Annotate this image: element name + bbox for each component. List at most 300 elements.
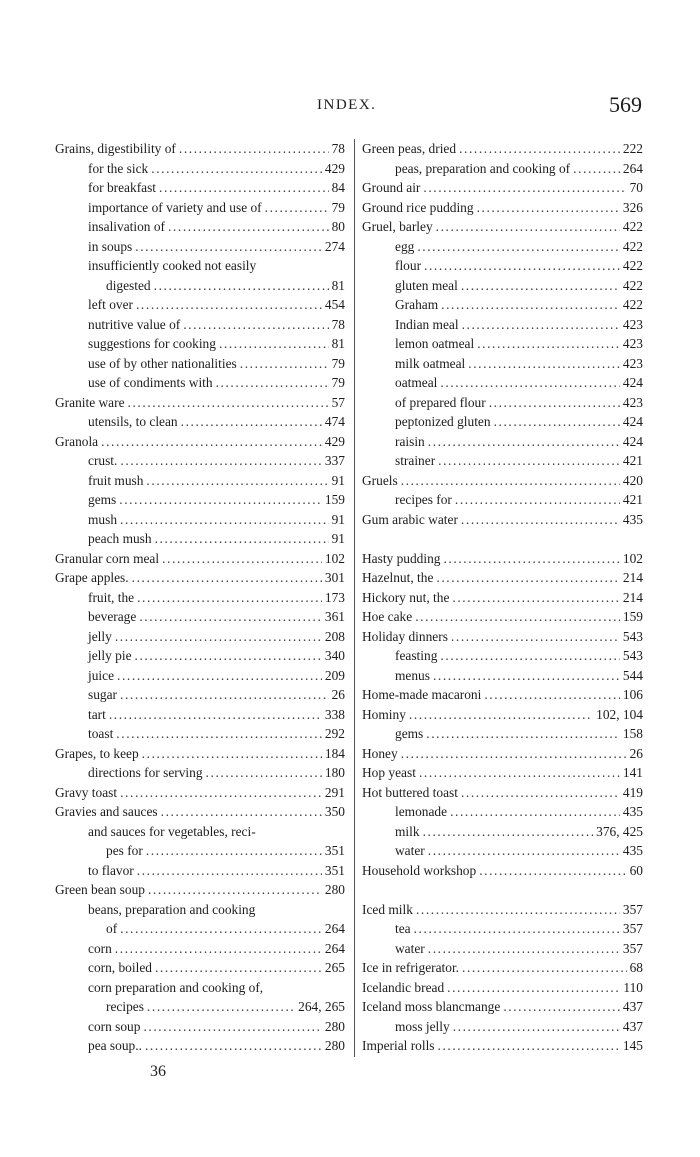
dot-leader bbox=[461, 510, 620, 530]
entry-page: 79 bbox=[331, 375, 345, 390]
entry-term: crust. bbox=[88, 453, 118, 468]
dot-leader bbox=[179, 139, 329, 159]
index-entry bbox=[55, 139, 345, 159]
dot-leader bbox=[462, 958, 627, 978]
entry-term: water bbox=[395, 843, 425, 858]
entry-term: corn preparation and cooking of, bbox=[88, 979, 264, 995]
dot-leader bbox=[428, 841, 620, 861]
entry-page: 421 bbox=[622, 492, 643, 507]
dot-leader bbox=[151, 159, 322, 179]
dot-leader bbox=[419, 763, 620, 783]
dot-leader bbox=[453, 1017, 620, 1037]
entry-term: lemonade bbox=[395, 804, 448, 819]
entry-page: 435 bbox=[622, 804, 643, 819]
dot-leader bbox=[447, 978, 620, 998]
entry-page: 57 bbox=[331, 394, 345, 410]
dot-leader bbox=[452, 588, 620, 608]
entry-page: 421 bbox=[622, 453, 643, 468]
index-entry bbox=[362, 1017, 643, 1037]
index-entry bbox=[362, 724, 643, 744]
entry-page: 435 bbox=[622, 843, 643, 858]
index-entry bbox=[362, 1036, 643, 1056]
entry-term: moss jelly bbox=[395, 1018, 450, 1034]
index-entry bbox=[362, 841, 643, 861]
entry-term: use of by other nationalities bbox=[88, 355, 237, 371]
dot-leader bbox=[414, 919, 620, 939]
entry-term: menus bbox=[395, 667, 430, 683]
index-entry bbox=[362, 685, 643, 705]
dot-leader bbox=[433, 666, 620, 686]
entry-page: 264 bbox=[324, 921, 345, 936]
entry-term: recipes for bbox=[395, 492, 452, 507]
dot-leader bbox=[139, 607, 322, 627]
index-entry bbox=[362, 783, 643, 803]
index-entry bbox=[55, 490, 345, 510]
entry-page: 91 bbox=[331, 531, 345, 546]
dot-leader bbox=[136, 295, 322, 315]
dot-leader bbox=[451, 627, 620, 647]
index-entry bbox=[55, 939, 345, 959]
entry-page: 292 bbox=[324, 726, 345, 741]
section-gap bbox=[362, 529, 643, 549]
dot-leader bbox=[116, 724, 322, 744]
index-entry bbox=[55, 276, 345, 296]
entry-term: oatmeal bbox=[395, 375, 438, 390]
index-entry bbox=[55, 919, 345, 939]
index-entry bbox=[55, 627, 345, 647]
dot-leader bbox=[132, 568, 322, 588]
entry-term: left over bbox=[88, 297, 133, 312]
index-entry bbox=[362, 939, 643, 959]
index-entry bbox=[362, 432, 643, 452]
entry-page: 437 bbox=[622, 1018, 643, 1034]
entry-page: 91 bbox=[331, 472, 345, 488]
dot-leader bbox=[147, 997, 295, 1017]
dot-leader bbox=[146, 841, 322, 861]
index-entry bbox=[362, 627, 643, 647]
entry-page: 454 bbox=[324, 297, 345, 312]
entry-page: 264 bbox=[324, 940, 345, 956]
entry-page: 437 bbox=[622, 999, 643, 1014]
entry-term: mush bbox=[88, 511, 118, 527]
dot-leader bbox=[240, 354, 329, 374]
dot-leader bbox=[489, 393, 620, 413]
index-entry bbox=[362, 978, 643, 998]
dot-leader bbox=[265, 198, 329, 218]
index-entry bbox=[55, 393, 345, 413]
index-entry bbox=[55, 841, 345, 861]
index-entry bbox=[55, 705, 345, 725]
index-column-left bbox=[55, 139, 345, 1056]
index-entry bbox=[362, 159, 643, 179]
entry-term: corn soup bbox=[88, 1018, 141, 1034]
index-entry bbox=[55, 529, 345, 549]
entry-term: Hop yeast bbox=[362, 765, 416, 780]
entry-page: 424 bbox=[622, 433, 643, 449]
entry-term: for the sick bbox=[88, 160, 149, 176]
entry-page: 435 bbox=[622, 511, 643, 527]
index-entry bbox=[362, 354, 643, 374]
entry-term: Grapes, to keep bbox=[55, 745, 139, 761]
index-entry bbox=[55, 373, 345, 393]
entry-page: 184 bbox=[324, 745, 345, 761]
entry-term: fruit, the bbox=[88, 589, 135, 605]
index-entry bbox=[55, 510, 345, 530]
index-entry bbox=[362, 958, 643, 978]
index-entry bbox=[55, 978, 345, 998]
index-entry bbox=[362, 412, 643, 432]
dot-leader bbox=[461, 276, 620, 296]
dot-leader bbox=[484, 685, 620, 705]
dot-leader bbox=[155, 529, 329, 549]
entry-page: 81 bbox=[331, 277, 345, 293]
dot-leader bbox=[181, 412, 322, 432]
entry-term: and sauces for vegetables, reci- bbox=[88, 823, 256, 839]
entry-page: 214 bbox=[622, 589, 643, 605]
index-entry bbox=[55, 744, 345, 764]
entry-page: 84 bbox=[331, 180, 345, 195]
entry-term: egg bbox=[395, 238, 415, 254]
entry-page: 337 bbox=[324, 453, 345, 468]
dot-leader bbox=[468, 354, 620, 374]
entry-page: 543 bbox=[622, 628, 643, 644]
index-entry bbox=[362, 802, 643, 822]
entry-page: 429 bbox=[324, 160, 345, 176]
entry-term: beans, preparation and cooking bbox=[88, 901, 256, 917]
entry-page: 422 bbox=[622, 238, 643, 254]
dot-leader bbox=[120, 919, 322, 939]
entry-page: 280 bbox=[324, 882, 345, 897]
dot-leader bbox=[494, 412, 620, 432]
dot-leader bbox=[219, 334, 329, 354]
entry-term: Iced milk bbox=[362, 901, 413, 917]
index-entry bbox=[362, 997, 643, 1017]
entry-term: peach mush bbox=[88, 531, 152, 546]
entry-term: corn bbox=[88, 940, 112, 956]
entry-term: Imperial rolls bbox=[362, 1038, 435, 1053]
index-entry bbox=[55, 334, 345, 354]
index-entry bbox=[55, 295, 345, 315]
index-entry bbox=[55, 763, 345, 783]
entry-term: jelly pie bbox=[88, 648, 132, 663]
page-header bbox=[0, 94, 700, 124]
dot-leader bbox=[477, 334, 620, 354]
entry-page: 70 bbox=[629, 180, 643, 195]
dot-leader bbox=[154, 276, 329, 296]
entry-term: Indian meal bbox=[395, 316, 459, 332]
index-entry bbox=[362, 490, 643, 510]
entry-term: recipes bbox=[106, 999, 144, 1014]
index-entry bbox=[55, 159, 345, 179]
entry-term: Holiday dinners bbox=[362, 628, 448, 644]
column-divider bbox=[354, 139, 355, 1057]
entry-page: 420 bbox=[622, 472, 643, 488]
entry-page: 60 bbox=[629, 862, 643, 878]
index-entry bbox=[362, 237, 643, 257]
dot-leader bbox=[168, 217, 329, 237]
entry-page: 265 bbox=[324, 960, 345, 975]
index-entry bbox=[55, 1017, 345, 1037]
entry-page: 110 bbox=[623, 979, 643, 995]
index-entry bbox=[362, 334, 643, 354]
dot-leader bbox=[117, 666, 322, 686]
entry-term: insufficiently cooked not easily bbox=[88, 258, 257, 273]
entry-term: Gruels bbox=[362, 472, 398, 488]
entry-page: 158 bbox=[622, 726, 643, 741]
entry-term: Ground rice pudding bbox=[362, 199, 474, 215]
dot-leader bbox=[436, 217, 620, 237]
entry-term: Hazelnut, the bbox=[362, 570, 434, 585]
entry-page: 264 bbox=[622, 160, 643, 176]
dot-leader bbox=[440, 373, 620, 393]
entry-term: Gravy toast bbox=[55, 784, 118, 800]
entry-term: Icelandic bread bbox=[362, 979, 445, 995]
dot-leader bbox=[159, 178, 329, 198]
index-entry bbox=[55, 549, 345, 569]
entry-term: nutritive value of bbox=[88, 316, 181, 332]
entry-page: 274 bbox=[324, 238, 345, 254]
dot-leader bbox=[216, 373, 329, 393]
entry-term: flour bbox=[395, 258, 422, 273]
dot-leader bbox=[409, 705, 593, 725]
entry-term: peas, preparation and cooking of bbox=[395, 160, 571, 176]
dot-leader bbox=[503, 997, 620, 1017]
entry-term: to flavor bbox=[88, 862, 134, 878]
dot-leader bbox=[120, 451, 322, 471]
dot-leader bbox=[462, 315, 620, 335]
index-entry bbox=[55, 880, 345, 900]
dot-leader bbox=[161, 802, 322, 822]
index-entry bbox=[55, 997, 345, 1017]
entry-page: 424 bbox=[622, 414, 643, 429]
entry-term: pes for bbox=[106, 843, 143, 858]
dot-leader bbox=[135, 646, 322, 666]
entry-term: feasting bbox=[395, 648, 438, 663]
index-entry bbox=[362, 198, 643, 218]
entry-term: importance of variety and use of bbox=[88, 199, 262, 215]
entry-page: 340 bbox=[324, 648, 345, 663]
entry-term: suggestions for cooking bbox=[88, 336, 216, 351]
index-entry bbox=[362, 763, 643, 783]
entry-term: Household workshop bbox=[362, 862, 477, 878]
index-entry bbox=[55, 432, 345, 452]
dot-leader bbox=[426, 724, 620, 744]
dot-leader bbox=[137, 861, 322, 881]
entry-term: strainer bbox=[395, 453, 436, 468]
entry-term: peptonized gluten bbox=[395, 414, 491, 429]
entry-page: 422 bbox=[622, 219, 643, 234]
dot-leader bbox=[120, 685, 329, 705]
entry-term: Hoe cake bbox=[362, 609, 413, 624]
entry-page: 357 bbox=[622, 940, 643, 956]
dot-leader bbox=[438, 1036, 620, 1056]
dot-leader bbox=[115, 939, 322, 959]
section-gap bbox=[362, 880, 643, 900]
entry-page: 264, 265 bbox=[298, 999, 345, 1014]
dot-leader bbox=[135, 237, 322, 257]
dot-leader bbox=[146, 471, 328, 491]
dot-leader bbox=[128, 393, 329, 413]
entry-term: Hickory nut, the bbox=[362, 589, 450, 605]
entry-term: Granola bbox=[55, 433, 99, 449]
index-entry bbox=[55, 315, 345, 335]
dot-leader bbox=[423, 178, 626, 198]
entry-page: 422 bbox=[622, 277, 643, 293]
index-entry bbox=[55, 958, 345, 978]
dot-leader bbox=[148, 880, 322, 900]
dot-leader bbox=[423, 822, 594, 842]
dot-leader bbox=[120, 783, 322, 803]
index-entry bbox=[55, 646, 345, 666]
index-entry bbox=[55, 256, 345, 276]
dot-leader bbox=[120, 510, 329, 530]
index-entry bbox=[55, 900, 345, 920]
entry-page: 474 bbox=[324, 414, 345, 429]
entry-term: beverage bbox=[88, 609, 137, 624]
entry-term: toast bbox=[88, 726, 114, 741]
index-entry bbox=[362, 139, 643, 159]
index-entry bbox=[362, 588, 643, 608]
entry-page: 357 bbox=[622, 901, 643, 917]
dot-leader bbox=[479, 861, 626, 881]
dot-leader bbox=[101, 432, 322, 452]
entry-page: 376, 425 bbox=[596, 823, 643, 839]
dot-leader bbox=[455, 490, 620, 510]
entry-page: 423 bbox=[622, 336, 643, 351]
entry-term: fruit mush bbox=[88, 472, 144, 488]
index-entry bbox=[362, 373, 643, 393]
entry-term: Granite ware bbox=[55, 394, 125, 410]
entry-term: Hominy bbox=[362, 706, 406, 722]
entry-page: 280 bbox=[324, 1018, 345, 1034]
dot-leader bbox=[206, 763, 322, 783]
index-entry bbox=[55, 822, 345, 842]
dot-leader bbox=[109, 705, 322, 725]
index-entry bbox=[55, 802, 345, 822]
entry-page: 301 bbox=[324, 570, 345, 585]
index-entry bbox=[362, 393, 643, 413]
entry-term: sugar bbox=[88, 687, 118, 702]
entry-page: 423 bbox=[622, 355, 643, 371]
entry-term: utensils, to clean bbox=[88, 414, 178, 429]
dot-leader bbox=[401, 744, 627, 764]
entry-term: tart bbox=[88, 706, 106, 722]
dot-leader bbox=[183, 315, 328, 335]
entry-term: insalivation of bbox=[88, 219, 165, 234]
index-entry bbox=[362, 822, 643, 842]
entry-page: 326 bbox=[622, 199, 643, 215]
index-entry bbox=[362, 705, 643, 725]
index-entry bbox=[362, 900, 643, 920]
entry-term: milk bbox=[395, 823, 420, 839]
page-title: INDEX. bbox=[317, 97, 377, 113]
entry-page: 350 bbox=[324, 804, 345, 819]
entry-term: Hot buttered toast bbox=[362, 784, 458, 800]
dot-leader bbox=[441, 295, 620, 315]
entry-term: Honey bbox=[362, 745, 398, 761]
index-entry bbox=[362, 217, 643, 237]
entry-term: in soups bbox=[88, 238, 133, 254]
entry-term: Green bean soup bbox=[55, 882, 145, 897]
entry-page: 78 bbox=[331, 316, 345, 332]
entry-page: 26 bbox=[629, 745, 643, 761]
index-entry bbox=[362, 315, 643, 335]
entry-term: Green peas, dried bbox=[362, 141, 457, 156]
entry-term: gluten meal bbox=[395, 277, 458, 293]
entry-term: use of condiments with bbox=[88, 375, 213, 390]
dot-leader bbox=[145, 1036, 322, 1056]
index-entry bbox=[55, 666, 345, 686]
index-entry bbox=[362, 256, 643, 276]
index-entry bbox=[362, 471, 643, 491]
dot-leader bbox=[436, 568, 620, 588]
index-entry bbox=[362, 861, 643, 881]
index-entry bbox=[362, 666, 643, 686]
index-entry bbox=[55, 607, 345, 627]
entry-page: 145 bbox=[622, 1038, 643, 1053]
entry-term: Hasty pudding bbox=[362, 550, 441, 566]
dot-leader bbox=[115, 627, 322, 647]
index-entry bbox=[362, 607, 643, 627]
dot-leader bbox=[162, 549, 322, 569]
index-entry bbox=[55, 178, 345, 198]
entry-term: corn, boiled bbox=[88, 960, 152, 975]
entry-term: of prepared flour bbox=[395, 394, 486, 410]
entry-page: 106 bbox=[622, 687, 643, 702]
entry-term: milk oatmeal bbox=[395, 355, 466, 371]
signature-mark: 36 bbox=[150, 1063, 166, 1080]
entry-term: Graham bbox=[395, 297, 439, 312]
entry-term: Grape apples. bbox=[55, 570, 129, 585]
dot-leader bbox=[440, 646, 620, 666]
entry-term: digested bbox=[106, 277, 151, 293]
entry-page: 102 bbox=[324, 550, 345, 566]
index-entry bbox=[55, 783, 345, 803]
entry-page: 91 bbox=[331, 511, 345, 527]
index-entry bbox=[362, 919, 643, 939]
entry-page: 209 bbox=[324, 667, 345, 683]
entry-page: 424 bbox=[622, 375, 643, 390]
index-entry bbox=[55, 861, 345, 881]
entry-page: 78 bbox=[331, 141, 345, 156]
entry-term: jelly bbox=[88, 628, 112, 644]
index-entry bbox=[362, 549, 643, 569]
entry-page: 429 bbox=[324, 433, 345, 449]
index-entry bbox=[55, 588, 345, 608]
entry-page: 81 bbox=[331, 336, 345, 351]
dot-leader bbox=[155, 958, 322, 978]
entry-term: Grains, digestibility of bbox=[55, 141, 176, 156]
index-entry bbox=[55, 217, 345, 237]
index-entry bbox=[55, 685, 345, 705]
entry-page: 423 bbox=[622, 316, 643, 332]
index-entry bbox=[55, 451, 345, 471]
entry-page: 80 bbox=[331, 219, 345, 234]
index-entry bbox=[55, 568, 345, 588]
index-entry bbox=[55, 412, 345, 432]
entry-page: 102 bbox=[622, 550, 643, 566]
entry-page: 338 bbox=[324, 706, 345, 722]
entry-term: Iceland moss blancmange bbox=[362, 999, 501, 1014]
index-entry bbox=[55, 724, 345, 744]
entry-page: 26 bbox=[331, 687, 345, 702]
entry-page: 351 bbox=[324, 843, 345, 858]
dot-leader bbox=[443, 549, 619, 569]
index-entry bbox=[362, 568, 643, 588]
entry-page: 159 bbox=[324, 492, 345, 507]
entry-term: lemon oatmeal bbox=[395, 336, 475, 351]
index-entry bbox=[55, 1036, 345, 1056]
